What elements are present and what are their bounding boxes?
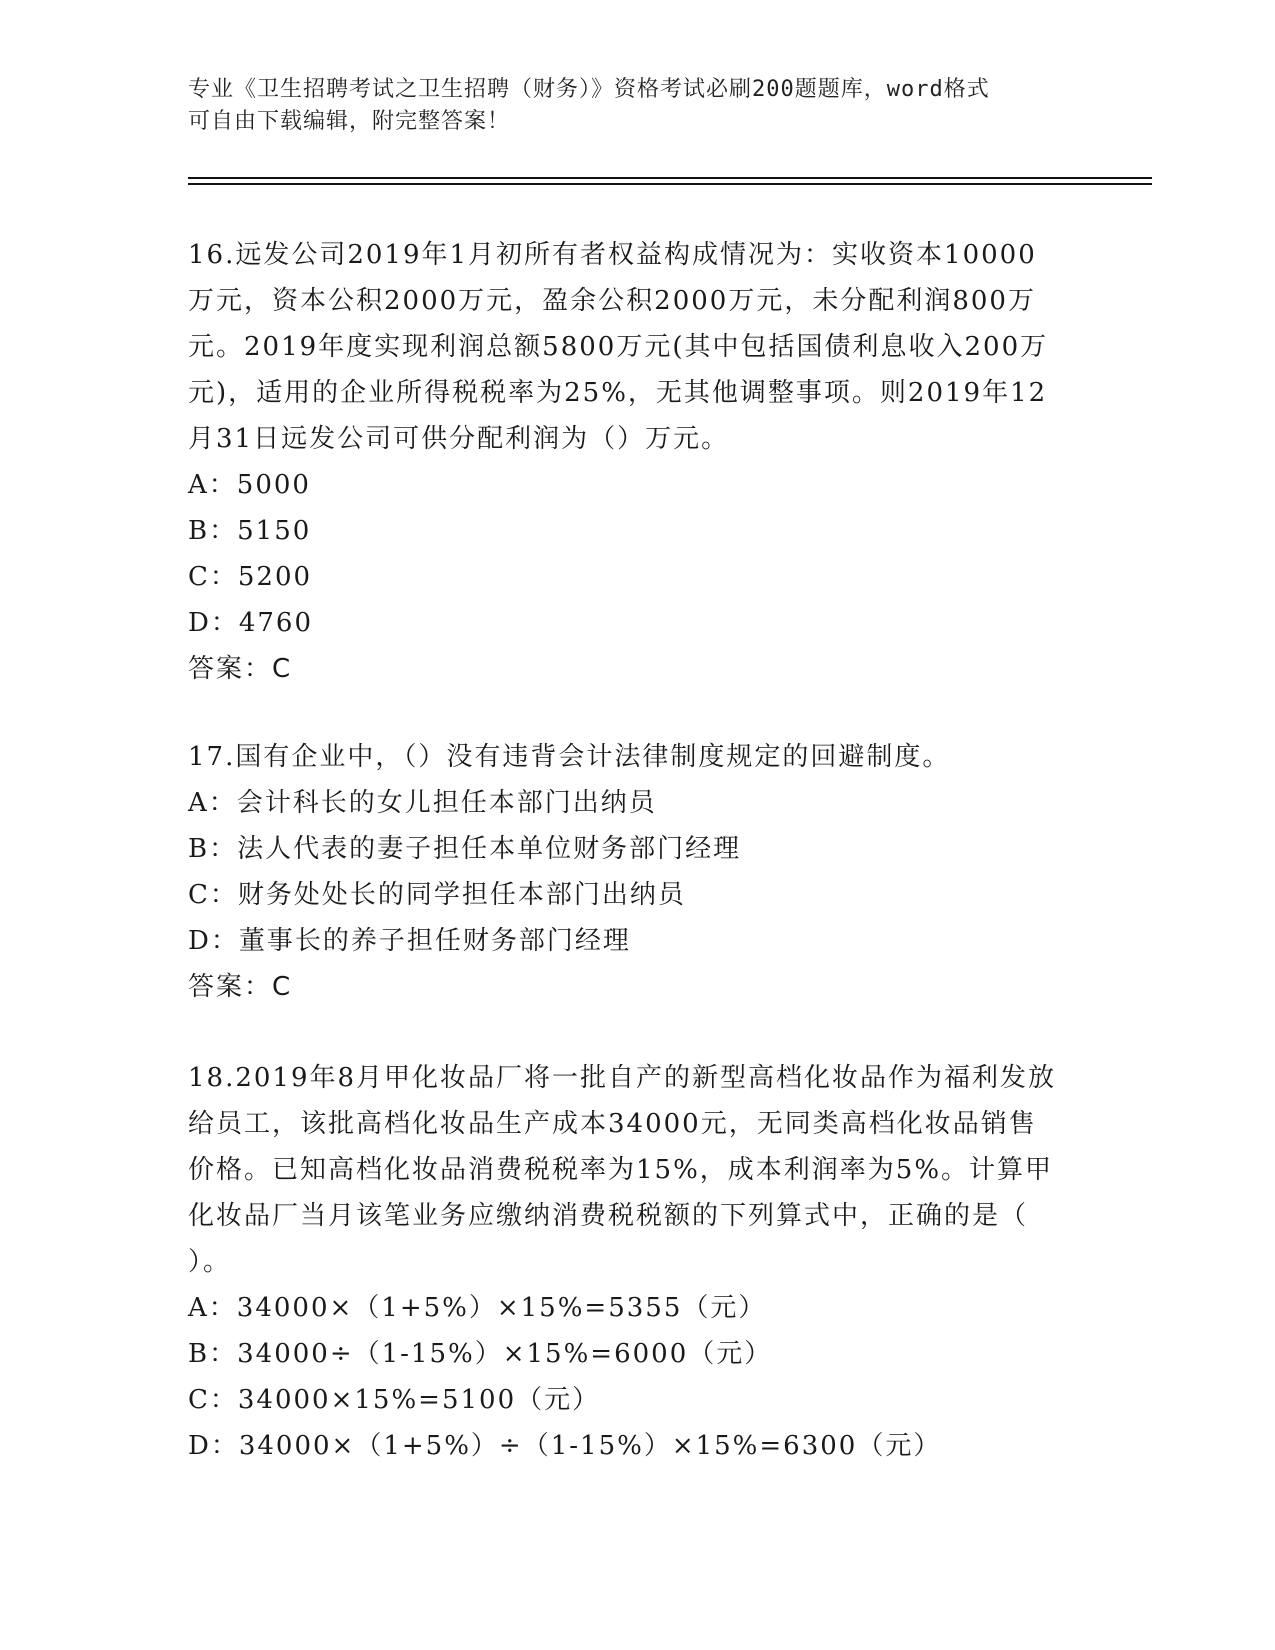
stem-line: 月31日远发公司可供分配利润为（）万元。	[188, 424, 730, 454]
option-b: B：34000÷（1-15%）×15%=6000（元）	[188, 1339, 773, 1369]
option-b: B：法人代表的妻子担任本单位财务部门经理	[188, 834, 742, 864]
option-d: D：34000×（1+5%）÷（1-15%）×15%=6300（元）	[188, 1431, 942, 1461]
stem-line: 化妆品厂当月该笔业务应缴纳消费税税额的下列算式中，正确的是（	[188, 1201, 1029, 1231]
option-a: A：34000×（1+5%）×15%=5355（元）	[188, 1293, 767, 1323]
stem-line: ）。	[188, 1247, 232, 1277]
question-16	[188, 232, 1088, 692]
header-line-2: 可自由下载编辑，附完整答案！	[188, 109, 511, 134]
option-a: A：会计科长的女儿担任本部门出纳员	[188, 788, 657, 818]
stem-line: 万元，资本公积2000万元，盈余公积2000万元，未分配利润800万	[188, 286, 1036, 316]
option-b: B：5150	[188, 516, 312, 546]
option-d: D：4760	[188, 608, 314, 638]
question-stem	[188, 1055, 1088, 1285]
option-c: C：5200	[188, 562, 313, 592]
stem-line: 元)，适用的企业所得税税率为25%，无其他调整事项。则2019年12	[188, 378, 1048, 408]
stem-line: 给员工，该批高档化妆品生产成本34000元，无同类高档化妆品销售	[188, 1109, 1037, 1139]
stem-line: 18.2019年8月甲化妆品厂将一批自产的新型高档化妆品作为福利发放	[188, 1063, 1057, 1093]
header-divider-top	[188, 177, 1152, 179]
option-c: C：财务处处长的同学担任本部门出纳员	[188, 880, 686, 910]
question-stem	[188, 232, 1088, 462]
stem-line: 16.远发公司2019年1月初所有者权益构成情况为：实收资本10000	[188, 240, 1037, 270]
answer-line: 答案：C	[188, 654, 293, 684]
option-a: A：5000	[188, 470, 311, 500]
header-line-1: 专业《卫生招聘考试之卫生招聘（财务）》资格考试必刷200题题库，word格式	[188, 77, 990, 102]
stem-line: 价格。已知高档化妆品消费税税率为15%，成本利润率为5%。计算甲	[188, 1155, 1054, 1185]
stem-line: 元。2019年度实现利润总额5800万元(其中包括国债利息收入200万	[188, 332, 1049, 362]
option-c: C：34000×15%=5100（元）	[188, 1385, 601, 1415]
stem-line: 17.国有企业中，（）没有违背会计法律制度规定的回避制度。	[188, 742, 951, 772]
question-stem	[188, 734, 1088, 780]
question-17	[188, 734, 1088, 1010]
answer-line: 答案：C	[188, 972, 293, 1002]
option-d: D：董事长的养子担任财务部门经理	[188, 926, 631, 956]
header-divider-bottom	[188, 183, 1152, 185]
document-header	[188, 74, 1088, 138]
question-18	[188, 1055, 1088, 1469]
